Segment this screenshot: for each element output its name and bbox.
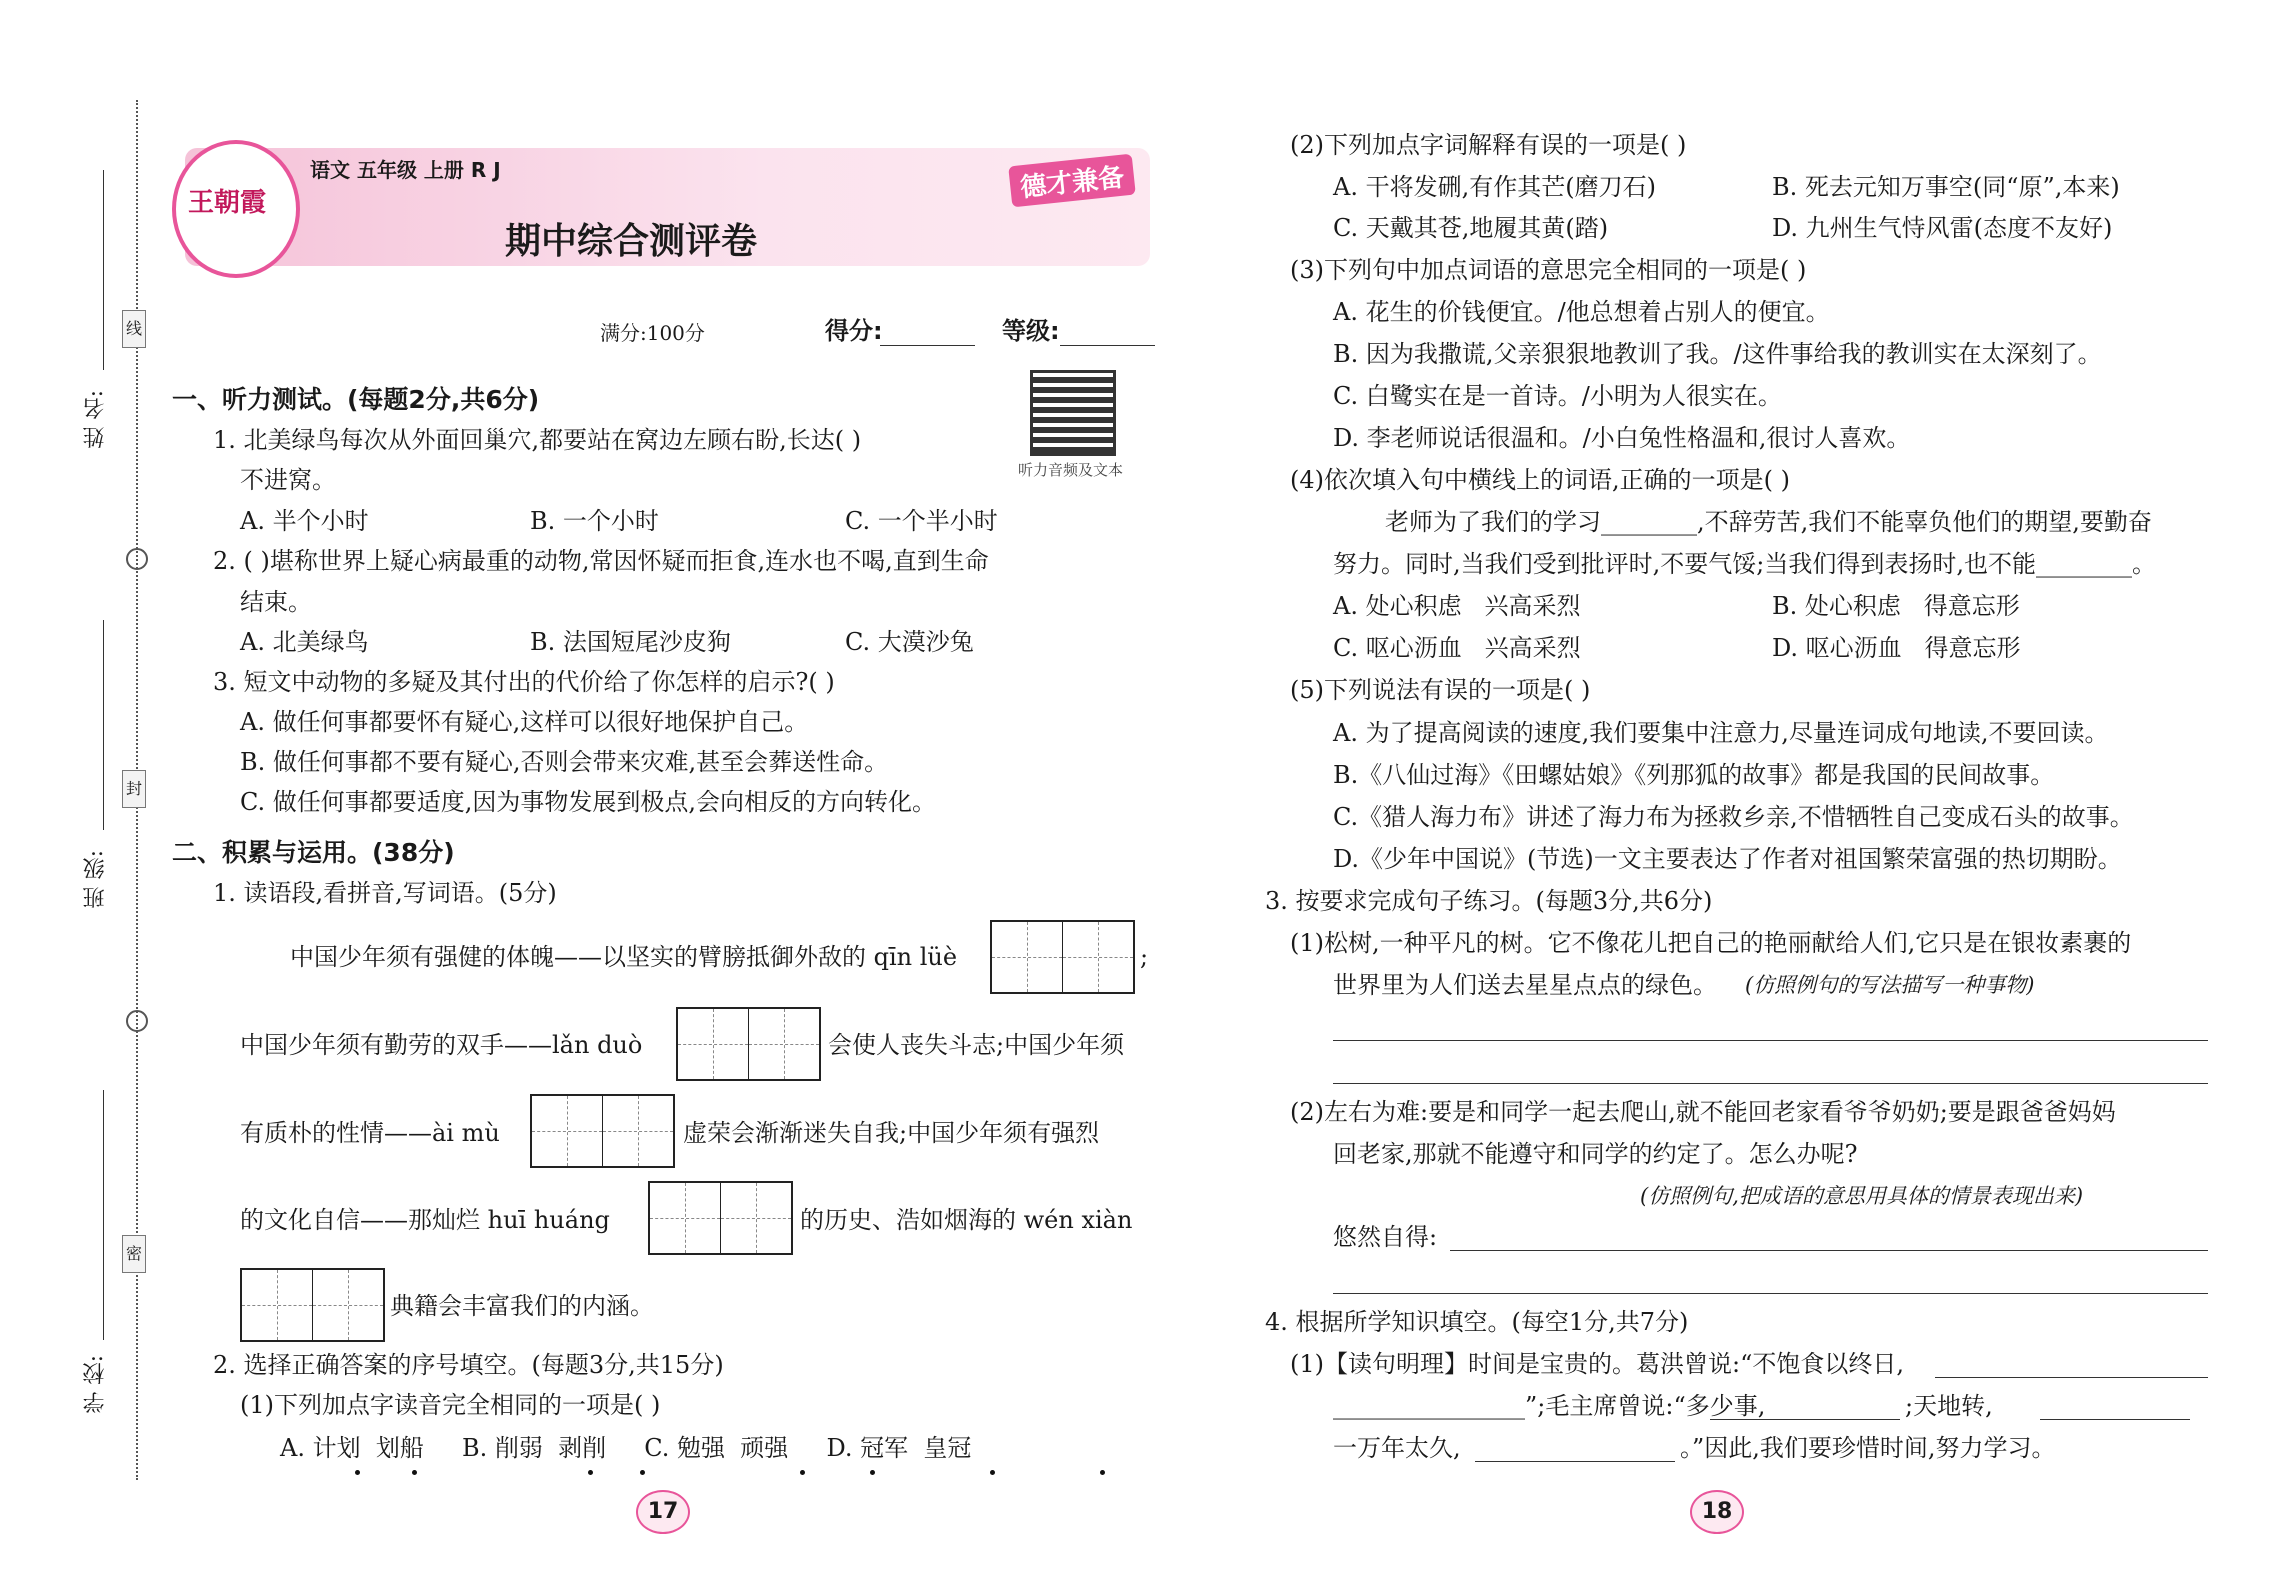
q3-option-c: C. 做任何事都要适度,因为事物发展到极点,会向相反的方向转化。 xyxy=(240,788,937,816)
answer-line[interactable] xyxy=(1333,1040,2208,1041)
r-q2-option-a: A. 干将发硎,有作其芒(磨刀石) xyxy=(1333,173,1656,201)
r-s3-1-text-cont: 世界里为人们送去星星点点的绿色。 xyxy=(1333,971,1717,999)
q1-text-cont: 不进窝。 xyxy=(240,466,336,494)
r-s4-1-line3b: 。”因此,我们要珍惜时间,努力学习。 xyxy=(1680,1434,2056,1462)
r-s4-1-line2: ________________”;毛主席曾说:“多少事, xyxy=(1333,1392,1766,1420)
class-label: 班 级: xyxy=(83,850,108,909)
passage-line-2b: 会使人丧失斗志;中国少年须 xyxy=(828,1031,1125,1059)
r-s4-1-line2b: ;天地转, xyxy=(1905,1392,1993,1420)
xian-box: 线 xyxy=(122,310,146,348)
r-q5-text: (5)下列说法有误的一项是( ) xyxy=(1290,676,1591,704)
r-section-3-title: 3. 按要求完成句子练习。(每题3分,共6分) xyxy=(1265,887,1713,915)
r-q3-option-d: D. 李老师说话很温和。/小白兔性格温和,很讨人喜欢。 xyxy=(1333,424,1911,452)
q2-2-text: 2. 选择正确答案的序号填空。(每题3分,共15分) xyxy=(213,1351,724,1379)
emphasis-dot xyxy=(588,1470,593,1475)
r-q4-option-a: A. 处心积虑 兴高采烈 xyxy=(1333,592,1581,620)
mi-box: 密 xyxy=(122,1235,146,1273)
q2-option-c: C. 大漠沙兔 xyxy=(845,628,974,656)
r-q2-text: (2)下列加点字词解释有误的一项是( ) xyxy=(1290,131,1687,159)
q2-text: 2. ( )堪称世界上疑心病最重的动物,常因怀疑而拒食,连水也不喝,直到生命 xyxy=(213,547,989,575)
emphasis-dot xyxy=(870,1470,875,1475)
name-line xyxy=(103,170,104,370)
score-label: 得分: xyxy=(825,317,883,345)
writing-grid-landuo[interactable] xyxy=(676,1007,821,1081)
logo-text: 王朝霞 xyxy=(188,188,267,218)
q2-text-cont: 结束。 xyxy=(240,588,312,616)
r-section-4-title: 4. 根据所学知识填空。(每空1分,共7分) xyxy=(1265,1308,1689,1336)
passage-line-1: 中国少年须有强健的体魄——以坚实的臂膀抵御外敌的 qīn lüè xyxy=(290,943,958,971)
r-q4-passage-1: 老师为了我们的学习________,不辞劳苦,我们不能辜负他们的期望,要勤奋 xyxy=(1385,508,2152,536)
fill-blank[interactable] xyxy=(1475,1461,1675,1462)
q1-text: 1. 北美绿鸟每次从外面回巢穴,都要站在窝边左顾右盼,长达( ) xyxy=(213,426,862,454)
r-q4-option-c: C. 呕心沥血 兴高采烈 xyxy=(1333,634,1581,662)
q1-option-b: B. 一个小时 xyxy=(530,507,659,535)
r-q4-passage-2: 努力。同时,当我们受到批评时,不要气馁;当我们得到表扬时,也不能________。 xyxy=(1333,550,2156,578)
r-s3-1-text: (1)松树,一种平凡的树。它不像花儿把自己的艳丽献给人们,它只是在银妆素裹的 xyxy=(1290,929,2132,957)
passage-line-4a: 的文化自信——那灿烂 huī huáng xyxy=(240,1206,610,1234)
q2-1-text: 1. 读语段,看拼音,写词语。(5分) xyxy=(213,879,557,907)
header-meta: 语文 五年级 上册 R J xyxy=(310,158,501,182)
qr-caption: 听力音频及文本 xyxy=(1018,461,1124,479)
r-s4-1-line3a: 一万年太久, xyxy=(1333,1434,1461,1462)
school-line xyxy=(103,1090,104,1340)
r-q2-option-c: C. 天戴其苍,地履其黄(踏) xyxy=(1333,214,1609,242)
emphasis-dot xyxy=(800,1470,805,1475)
r-q2-option-b: B. 死去元知万事空(同“原”,本来) xyxy=(1772,173,2120,201)
school-label: 学 校: xyxy=(83,1355,108,1414)
r-s4-1-text: (1)【读句明理】时间是宝贵的。葛洪曾说:“不饱食以终日, xyxy=(1290,1350,1904,1378)
q2-2-1-text: (1)下列加点字读音完全相同的一项是( ) xyxy=(240,1391,661,1419)
fill-blank[interactable] xyxy=(2040,1419,2190,1420)
writing-grid-huihuang[interactable] xyxy=(648,1181,793,1255)
r-q5-option-b: B.《八仙过海》《田螺姑娘》《列那狐的故事》都是我国的民间故事。 xyxy=(1333,761,2055,789)
full-score: 满分:100分 xyxy=(600,321,705,345)
r-q4-option-d: D. 呕心沥血 得意忘形 xyxy=(1772,634,2021,662)
r-q4-option-b: B. 处心积虑 得意忘形 xyxy=(1772,592,2020,620)
q3-text: 3. 短文中动物的多疑及其付出的代价给了你怎样的启示?( ) xyxy=(213,668,835,696)
writing-grid-qinlue[interactable] xyxy=(990,920,1135,994)
q2-2-1-options: A. 计划 划船 B. 削弱 剥削 C. 勉强 顽强 D. 冠军 皇冠 xyxy=(280,1434,972,1462)
binding-hole-icon xyxy=(126,548,148,570)
fill-blank[interactable] xyxy=(1935,1377,2208,1378)
binding-hole-icon xyxy=(126,1010,148,1032)
section-2-title: 二、积累与运用。(38分) xyxy=(172,838,455,867)
q2-option-a: A. 北美绿鸟 xyxy=(240,628,369,656)
r-s3-1-note: (仿照例句的写法描写一种事物) xyxy=(1745,973,2035,997)
passage-line-4b: 的历史、浩如烟海的 wén xiàn xyxy=(800,1206,1133,1234)
passage-semicolon: ; xyxy=(1140,943,1149,971)
answer-line[interactable] xyxy=(1333,1083,2208,1084)
emphasis-dot xyxy=(355,1470,360,1475)
r-q2-option-d: D. 九州生气恃风雷(态度不友好) xyxy=(1772,214,2113,242)
r-q5-option-d: D.《少年中国说》(节选)一文主要表达了作者对祖国繁荣富强的热切期盼。 xyxy=(1333,845,2122,873)
feng-box: 封 xyxy=(122,770,146,808)
r-q4-text: (4)依次填入句中横线上的词语,正确的一项是( ) xyxy=(1290,466,1790,494)
q3-option-a: A. 做任何事都要怀有疑心,这样可以很好地保护自己。 xyxy=(240,708,809,736)
passage-line-3b: 虚荣会渐渐迷失自我;中国少年须有强烈 xyxy=(683,1119,1100,1147)
grade-label: 等级: xyxy=(1002,317,1060,345)
r-q5-option-c: C.《猎人海力布》讲述了海力布为拯救乡亲,不惜牺牲自己变成石头的故事。 xyxy=(1333,803,2134,831)
name-label: 姓 名: xyxy=(83,390,108,449)
section-1-title: 一、听力测试。(每题2分,共6分) xyxy=(172,385,540,414)
answer-line[interactable] xyxy=(1333,1293,2208,1294)
r-q3-option-c: C. 白鹭实在是一首诗。/小明为人很实在。 xyxy=(1333,382,1782,410)
emphasis-dot xyxy=(412,1470,417,1475)
passage-line-3a: 有质朴的性情——ài mù xyxy=(240,1119,500,1147)
passage-line-5: 典籍会丰富我们的内涵。 xyxy=(390,1292,654,1320)
r-q3-option-a: A. 花生的价钱便宜。/他总想着占别人的便宜。 xyxy=(1333,298,1830,326)
writing-grid-wenxian[interactable] xyxy=(240,1268,385,1342)
passage-line-2a: 中国少年须有勤劳的双手——lǎn duò xyxy=(240,1031,643,1059)
emphasis-dot xyxy=(1100,1470,1105,1475)
qr-code-icon[interactable] xyxy=(1030,370,1116,456)
answer-line[interactable] xyxy=(1450,1250,2208,1251)
grade-blank xyxy=(1060,345,1155,346)
r-q3-text: (3)下列句中加点词语的意思完全相同的一项是( ) xyxy=(1290,256,1807,284)
r-q3-option-b: B. 因为我撒谎,父亲狠狠地教训了我。/这件事给我的教训实在太深刻了。 xyxy=(1333,340,2102,368)
q1-option-c: C. 一个半小时 xyxy=(845,507,998,535)
badge: 德才兼备 xyxy=(1008,154,1136,208)
fill-blank[interactable] xyxy=(1710,1419,1900,1420)
r-s3-2-label: 悠然自得: xyxy=(1333,1223,1438,1251)
class-line xyxy=(103,620,104,830)
q3-option-b: B. 做任何事都不要有疑心,否则会带来灾难,甚至会葬送性命。 xyxy=(240,748,889,776)
q2-option-b: B. 法国短尾沙皮狗 xyxy=(530,628,731,656)
r-s3-2-note: (仿照例句,把成语的意思用具体的情景表现出来) xyxy=(1640,1184,2084,1208)
q1-option-a: A. 半个小时 xyxy=(240,507,369,535)
emphasis-dot xyxy=(640,1470,645,1475)
r-s3-2-text-cont: 回老家,那就不能遵守和同学的约定了。怎么办呢? xyxy=(1333,1140,1858,1168)
r-q5-option-a: A. 为了提高阅读的速度,我们要集中注意力,尽量连词成句地读,不要回读。 xyxy=(1333,719,2109,747)
writing-grid-aimu[interactable] xyxy=(530,1094,675,1168)
score-blank xyxy=(880,345,975,346)
r-s3-2-text: (2)左右为难:要是和同学一起去爬山,就不能回老家看爷爷奶奶;要是跟爸爸妈妈 xyxy=(1290,1098,2116,1126)
page-number-left: 17 xyxy=(636,1490,690,1534)
emphasis-dot xyxy=(990,1470,995,1475)
page-number-right: 18 xyxy=(1690,1490,1744,1534)
page-title: 期中综合测评卷 xyxy=(505,221,758,262)
